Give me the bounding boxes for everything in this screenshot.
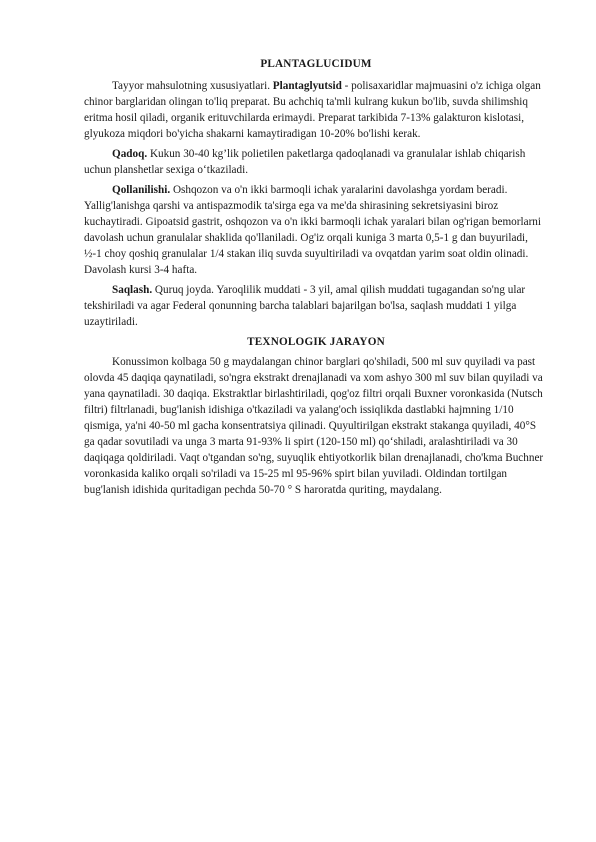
paragraph-text: Oshqozon va o'n ikki barmoqli ichak yaralarini davolashga yordam beradi. Yallig'lanishga qarshi va antispazmodik ta'sirga ega va me'da shirasining sekretsiyasini biroz kuchaytiradi. Gipoatsid gastrit, oshqozon va o'n ikki barmoqli ichak yaralari bilan og'rigan bemorlarni davolash uchun granulalar shaklida qo'llaniladi. Og'iz orqali kuniga 3 marta 0,5-1 g dan buyuriladi, ½-1 choy qoshiq granulalar 1/4 stakan iliq suvda suyultiriladi va ovqatdan yarim soat oldin olinadi. Davolash kursi 3-4 hafta.	[84, 184, 542, 276]
paragraph-technological-process: Konussimon kolbaga 50 g maydalangan chinor barglari qo'shiladi, 500 ml suv quyiladi va past olovda 45 daqiqa qaynatiladi, so'ngra ekstrakt drenajlanadi va xom ashyo 300 ml suv bilan quyiladi va yana qaynatiladi. 30 daqiqa. Ekstraktlar birlashtiriladi, qog'oz filtri orqali Buxner voronkasida (Nutsch filtri) filtrlanadi, bug'lanish idishiga o'tkaziladi va yalang'och issiqlikda dastlabki hajmning 1/10 qismiga, ya'ni 40-50 ml gacha konsentratsiya qilinadi. Quyultirilgan ekstrakt stakanga quyiladi, 40°S ga qadar sovutiladi va unga 3 marta 91-93% li spirt (120-150 ml) qo‘shiladi, aralashtiriladi va 30 daqiqaga qoldiriladi. Vaqt o'tgandan so'ng, suyuqlik ehtiyotkorlik bilan drenajlanadi, cho'kma Buchner voronkasida kaliko orqali so'riladi va 15-25 ml 95-96% spirt bilan yuviladi. Oldindan tortilgan bug'lanish idishida quritadigan pechda 50-70 ° S haroratda quriting, maydalang.	[84, 356, 544, 496]
paragraph-packaging	[84, 146, 548, 178]
paragraph-text: Quruq joyda. Yaroqlilik muddati - 3 yil, amal qilish muddati tugagandan so'ng ular tekshiriladi va agar Federal qonunning barcha talablari bajarilgan bo'lsa, saqlash muddati 1 yilga uzaytiriladi.	[84, 284, 526, 328]
document-page	[84, 56, 548, 502]
paragraph-usage	[84, 182, 548, 278]
paragraph-product-properties	[84, 78, 548, 142]
section-subtitle: TEXNOLOGIK JARAYON	[247, 336, 385, 348]
paragraph-text: Kukun 30-40 kg’lik polietilen paketlarga qadoqlanadi va granulalar ishlab chiqarish uchun planshetlar sexiga o‘tkaziladi.	[84, 148, 526, 176]
paragraph-heading: Qadoq.	[112, 148, 148, 160]
paragraph-text: - polisaxaridlar majmuasini o'z ichiga olgan chinor barglaridan olingan to'liq preparat. Bu achchiq ta'mli kulrang kukun bo'lib, suvda shilimshiq eritma hosil qiladi, organik erituvchilarda erimaydi. Preparat tarkibida 7-13% galakturon kislotasi, glyukoza miqdori bo'yicha shakarni kamaytiradigan 10-20% bo'lishi kerak.	[84, 80, 541, 140]
paragraph-heading: Qollanilishi.	[112, 184, 171, 196]
document-title: PLANTAGLUCIDUM	[260, 58, 372, 70]
paragraph-lead: Tayyor mahsulotning xususiyatlari.	[112, 80, 273, 92]
paragraph-storage	[84, 282, 548, 330]
paragraph-heading: Plantaglyutsid	[272, 80, 342, 92]
paragraph-heading: Saqlash.	[112, 284, 153, 296]
